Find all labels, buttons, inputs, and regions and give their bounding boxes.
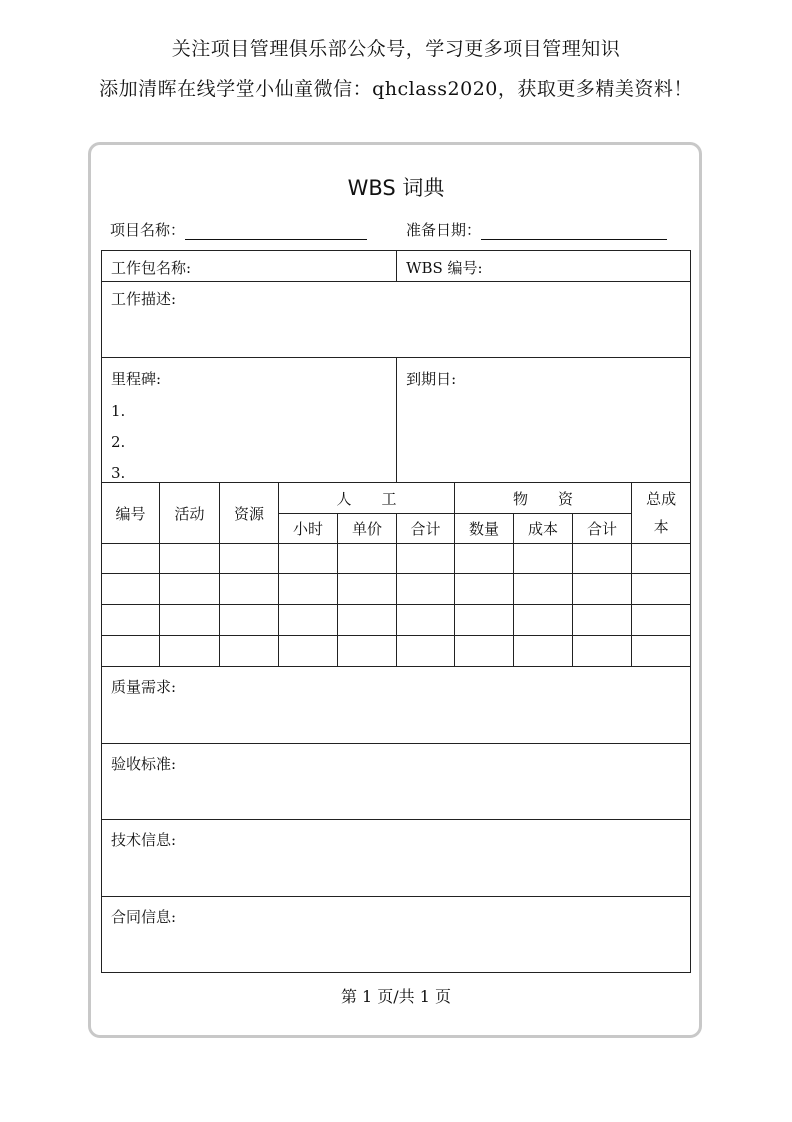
milestone-item-1: 1.: [111, 402, 126, 420]
table-cell[interactable]: [632, 636, 691, 667]
milestone-item-2: 2.: [111, 433, 126, 451]
due-date-cell[interactable]: [397, 358, 691, 483]
quality-cell[interactable]: [102, 667, 691, 744]
table-cell[interactable]: [160, 544, 220, 574]
project-name-blank[interactable]: [185, 225, 367, 240]
table-cell[interactable]: [455, 605, 514, 636]
col-total-header: [632, 483, 691, 544]
table-cell[interactable]: [514, 605, 573, 636]
table-cell[interactable]: [279, 605, 338, 636]
table-cell[interactable]: [514, 544, 573, 574]
wbs-table: [101, 250, 691, 973]
contract-info-label: 合同信息:: [111, 908, 177, 926]
prep-date-blank[interactable]: [481, 225, 667, 240]
table-cell[interactable]: [397, 605, 455, 636]
table-cell[interactable]: [397, 574, 455, 605]
table-cell[interactable]: [279, 574, 338, 605]
table-cell[interactable]: [102, 605, 160, 636]
table-cell[interactable]: [220, 574, 279, 605]
col-labor-header: 人 工: [279, 483, 455, 514]
table-row: [102, 544, 691, 574]
table-cell[interactable]: [397, 544, 455, 574]
due-date-label: 到期日:: [406, 370, 457, 388]
table-cell[interactable]: [632, 574, 691, 605]
work-desc-cell[interactable]: [102, 282, 691, 358]
acceptance-cell[interactable]: [102, 744, 691, 820]
col-cost-header: 成本: [514, 514, 573, 544]
project-name-label: 项目名称：: [110, 221, 186, 239]
col-id-header: 编号: [102, 483, 160, 544]
table-cell[interactable]: [338, 544, 397, 574]
table-cell[interactable]: [338, 605, 397, 636]
milestone-item-3: 3.: [111, 464, 126, 482]
col-quantity-header: 数量: [455, 514, 514, 544]
col-hours-header: 小时: [279, 514, 338, 544]
wbs-code-label: WBS 编号:: [406, 259, 483, 277]
work-package-label: 工作包名称:: [111, 259, 192, 277]
tech-info-label: 技术信息:: [111, 831, 177, 849]
col-activity-header: 活动: [160, 483, 220, 544]
table-cell[interactable]: [279, 636, 338, 667]
form-title: WBS 词典: [347, 176, 445, 200]
table-cell[interactable]: [220, 605, 279, 636]
acceptance-label: 验收标准:: [111, 755, 177, 773]
milestone-label: 里程碑:: [111, 370, 162, 388]
quality-label: 质量需求:: [111, 678, 177, 696]
table-cell[interactable]: [102, 544, 160, 574]
table-row: [102, 636, 691, 667]
table-cell[interactable]: [102, 574, 160, 605]
table-cell[interactable]: [573, 544, 632, 574]
table-cell[interactable]: [514, 574, 573, 605]
header-line-2: 添加清晖在线学堂小仙童微信：qhclass2020，获取更多精美资料！: [99, 78, 693, 100]
table-cell[interactable]: [573, 605, 632, 636]
table-row: [102, 605, 691, 636]
table-row: [102, 574, 691, 605]
table-cell[interactable]: [160, 605, 220, 636]
milestone-cell[interactable]: [102, 358, 397, 483]
col-material-header: 物 资: [455, 483, 632, 514]
table-cell[interactable]: [160, 574, 220, 605]
table-cell[interactable]: [573, 574, 632, 605]
col-total-line1: 总成: [646, 490, 677, 508]
prep-date-field: [406, 219, 667, 240]
table-cell[interactable]: [455, 544, 514, 574]
project-name-field: [110, 219, 367, 240]
col-unit-price-header: 单价: [338, 514, 397, 544]
table-cell[interactable]: [632, 544, 691, 574]
prep-date-label: 准备日期：: [406, 221, 482, 239]
col-total-line2: 本: [653, 518, 669, 536]
table-cell[interactable]: [338, 574, 397, 605]
table-cell[interactable]: [455, 636, 514, 667]
col-labor-subtotal-header: 合计: [397, 514, 455, 544]
table-cell[interactable]: [573, 636, 632, 667]
table-cell[interactable]: [279, 544, 338, 574]
work-package-cell[interactable]: [102, 251, 397, 282]
table-cell[interactable]: [455, 574, 514, 605]
work-desc-label: 工作描述:: [111, 290, 177, 308]
page-number: 第 1 页/共 1 页: [340, 987, 452, 1006]
table-cell[interactable]: [632, 605, 691, 636]
col-resource-header: 资源: [220, 483, 279, 544]
table-cell[interactable]: [160, 636, 220, 667]
table-cell[interactable]: [220, 636, 279, 667]
header-line-1: 关注项目管理俱乐部公众号，学习更多项目管理知识: [171, 38, 621, 60]
table-cell[interactable]: [397, 636, 455, 667]
contract-info-cell[interactable]: [102, 897, 691, 973]
table-cell[interactable]: [514, 636, 573, 667]
table-cell[interactable]: [338, 636, 397, 667]
table-cell[interactable]: [102, 636, 160, 667]
wbs-code-cell[interactable]: [397, 251, 691, 282]
col-material-subtotal-header: 合计: [573, 514, 632, 544]
tech-info-cell[interactable]: [102, 820, 691, 897]
table-cell[interactable]: [220, 544, 279, 574]
